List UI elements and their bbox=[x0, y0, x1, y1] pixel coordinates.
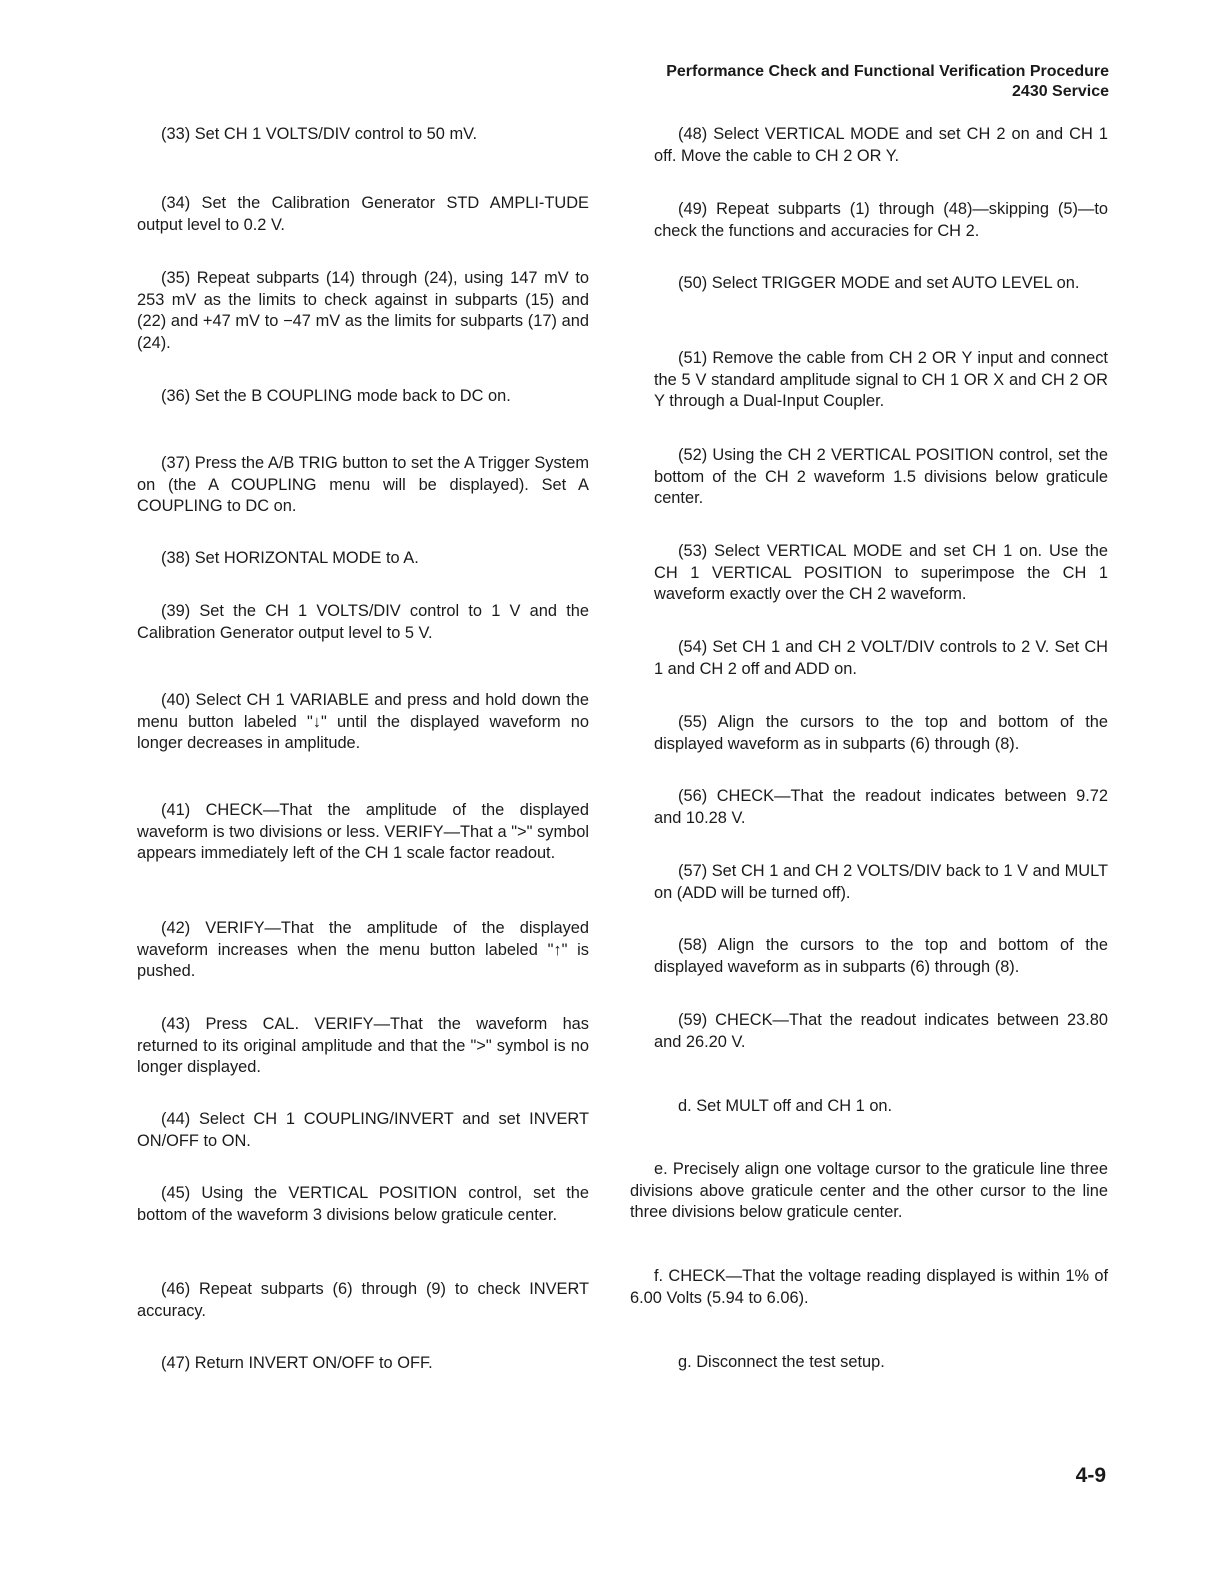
step-37: (37) Press the A/B TRIG button to set the A Trigger System on (the A COUPLING menu will be displayed). Set A COUPLING to DC on. bbox=[137, 454, 589, 515]
step-36: (36) Set the B COUPLING mode back to DC on. bbox=[161, 387, 511, 405]
header-title: Performance Check and Functional Verification Procedure bbox=[666, 63, 1109, 80]
header-subtitle: 2430 Service bbox=[1012, 83, 1109, 100]
step-48: (48) Select VERTICAL MODE and set CH 2 on and CH 1 off. Move the cable to CH 2 OR Y. bbox=[654, 125, 1108, 165]
step-52: (52) Using the CH 2 VERTICAL POSITION control, set the bottom of the CH 2 waveform 1.5 divisions below graticule center. bbox=[654, 446, 1108, 507]
step-39: (39) Set the CH 1 VOLTS/DIV control to 1 V and the Calibration Generator output level to 5 V. bbox=[137, 602, 589, 642]
step-51: (51) Remove the cable from CH 2 OR Y input and connect the 5 V standard amplitude signal to CH 1 OR X and CH 2 OR Y through a Dual-Input Coupler. bbox=[654, 349, 1108, 410]
step-53: (53) Select VERTICAL MODE and set CH 1 on. Use the CH 1 VERTICAL POSITION to superimpose the CH 1 waveform exactly over the CH 2 waveform. bbox=[654, 542, 1108, 603]
step-33: (33) Set CH 1 VOLTS/DIV control to 50 mV. bbox=[161, 125, 478, 143]
page-number: 4-9 bbox=[1075, 1464, 1106, 1487]
step-35: (35) Repeat subparts (14) through (24), using 147 mV to 253 mV as the limits to check against in subparts (15) and (22) and +47 mV to −47 mV as the limits for subparts (17) and (24). bbox=[137, 269, 589, 352]
step-f: f. CHECK—That the voltage reading displayed is within 1% of 6.00 Volts (5.94 to 6.06). bbox=[630, 1267, 1108, 1307]
step-49: (49) Repeat subparts (1) through (48)—skipping (5)—to check the functions and accuracies for CH 2. bbox=[654, 200, 1108, 240]
step-38: (38) Set HORIZONTAL MODE to A. bbox=[161, 549, 419, 567]
step-59: (59) CHECK—That the readout indicates between 23.80 and 26.20 V. bbox=[654, 1011, 1108, 1051]
step-43: (43) Press CAL. VERIFY—That the waveform has returned to its original amplitude and that the ">" symbol is no longer displayed. bbox=[137, 1015, 589, 1076]
step-g: g. Disconnect the test setup. bbox=[678, 1353, 885, 1371]
step-58: (58) Align the cursors to the top and bottom of the displayed waveform as in subparts (6) through (8). bbox=[654, 936, 1108, 976]
page-header bbox=[666, 62, 1109, 102]
step-55: (55) Align the cursors to the top and bottom of the displayed waveform as in subparts (6) through (8). bbox=[654, 713, 1108, 753]
step-47: (47) Return INVERT ON/OFF to OFF. bbox=[161, 1354, 433, 1372]
step-46: (46) Repeat subparts (6) through (9) to check INVERT accuracy. bbox=[137, 1280, 589, 1320]
step-34: (34) Set the Calibration Generator STD AMPLI-TUDE output level to 0.2 V. bbox=[137, 194, 589, 234]
step-40: (40) Select CH 1 VARIABLE and press and hold down the menu button labeled "↓" until the displayed waveform no longer decreases in amplitude. bbox=[137, 691, 589, 752]
step-45: (45) Using the VERTICAL POSITION control, set the bottom of the waveform 3 divisions below graticule center. bbox=[137, 1184, 589, 1224]
step-e: e. Precisely align one voltage cursor to the graticule line three divisions above graticule center and the other cursor to the line three divisions below graticule center. bbox=[630, 1160, 1108, 1221]
step-54: (54) Set CH 1 and CH 2 VOLT/DIV controls to 2 V. Set CH 1 and CH 2 off and ADD on. bbox=[654, 638, 1108, 678]
step-41: (41) CHECK—That the amplitude of the displayed waveform is two divisions or less. VERIFY—That a ">" symbol appears immediately left of the CH 1 scale factor readout. bbox=[137, 801, 589, 862]
step-50: (50) Select TRIGGER MODE and set AUTO LEVEL on. bbox=[678, 274, 1080, 292]
step-57: (57) Set CH 1 and CH 2 VOLTS/DIV back to 1 V and MULT on (ADD will be turned off). bbox=[654, 862, 1108, 902]
step-44: (44) Select CH 1 COUPLING/INVERT and set INVERT ON/OFF to ON. bbox=[137, 1110, 589, 1150]
step-56: (56) CHECK—That the readout indicates between 9.72 and 10.28 V. bbox=[654, 787, 1108, 827]
step-42: (42) VERIFY—That the amplitude of the displayed waveform increases when the menu button labeled "↑" is pushed. bbox=[137, 919, 589, 980]
step-d: d. Set MULT off and CH 1 on. bbox=[678, 1097, 893, 1115]
